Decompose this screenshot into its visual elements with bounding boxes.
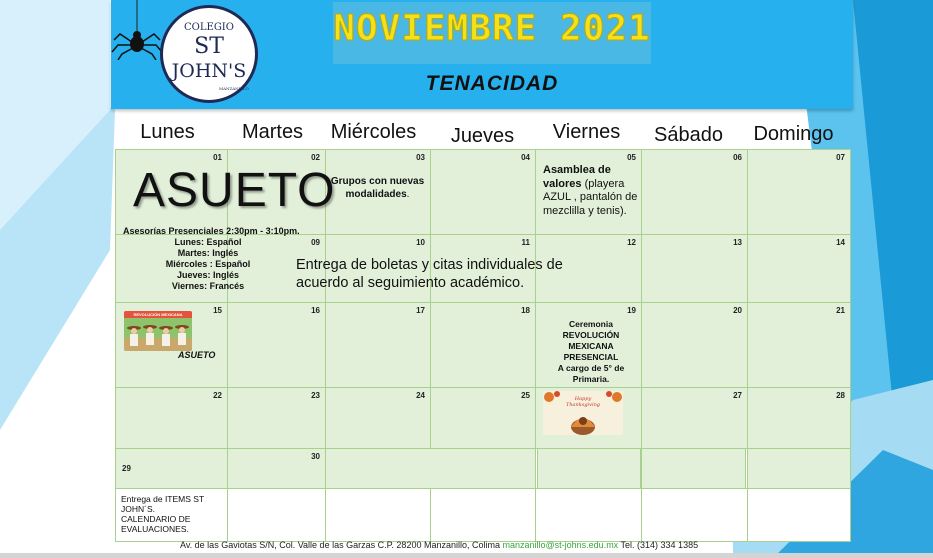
calendar-cell[interactable]: 10 xyxy=(325,234,431,303)
calendar-cell[interactable]: 28 xyxy=(747,387,851,449)
schedule-line: Miércoles : Español xyxy=(165,259,251,269)
calendar-cell[interactable] xyxy=(747,448,851,489)
school-logo: COLEGIO ST JOHN'S MANZANILLO xyxy=(160,5,258,103)
calendar-cell[interactable]: 04 xyxy=(430,149,536,235)
calendar-cell[interactable] xyxy=(747,488,851,542)
revolucion-banner: REVOLUCIÓN MEXICANA xyxy=(124,311,192,318)
grupos-event: Grupos con nuevas modalidades. xyxy=(330,176,425,200)
thanksgiving-image xyxy=(543,391,623,435)
thanksgiving-text-2: Thanksgiving xyxy=(566,402,600,408)
monthly-value-title: TENACIDAD xyxy=(425,72,559,95)
schedule-line: Lunes: Español xyxy=(174,237,242,247)
calendar-cell[interactable] xyxy=(537,448,641,489)
calendar-cell[interactable]: 14 xyxy=(747,234,851,303)
calendar-cell[interactable] xyxy=(430,488,536,542)
calendar-cell[interactable] xyxy=(227,488,326,542)
calendar-cell[interactable]: 23 xyxy=(227,387,326,449)
calendar-cell[interactable]: 17 xyxy=(325,302,431,388)
calendar-cell[interactable]: 09 xyxy=(227,234,326,303)
calendar-cell[interactable]: 19 xyxy=(535,302,642,388)
calendar-cell[interactable]: 18 xyxy=(430,302,536,388)
spider-icon xyxy=(110,0,165,60)
revolutionaries-illustration xyxy=(124,318,192,351)
calendar-cell[interactable]: 29 xyxy=(115,448,228,489)
day-header-sunday: Domingo xyxy=(753,123,834,145)
calendar-cell[interactable]: 13 xyxy=(641,234,748,303)
thanksgiving-text-1: Happy xyxy=(574,396,592,402)
asueto-small-label: ASUETO xyxy=(178,350,216,360)
calendar-cell[interactable] xyxy=(325,488,431,542)
calendar-cell[interactable]: 20 xyxy=(641,302,748,388)
ceremonia-event: Ceremonia REVOLUCIÓN MEXICANA PRESENCIAL A cargo de 5° de Primaria. xyxy=(557,319,625,384)
calendar-cell[interactable]: 11 xyxy=(430,234,536,303)
schedule-line: Martes: Inglés xyxy=(177,248,239,258)
calendar-cell[interactable]: 12 xyxy=(535,234,642,303)
day-header-saturday: Sábado xyxy=(654,124,723,146)
asamblea-event: Asamblea de valores (playera AZUL , pantalón de mezclilla y tenis). xyxy=(543,164,638,217)
footer-email-link[interactable]: manzanillo@st-johns.edu.mx xyxy=(502,540,619,550)
day-header-wednesday: Miércoles xyxy=(330,121,417,143)
calendar-cell[interactable]: 22 xyxy=(115,387,228,449)
calendar-cell[interactable] xyxy=(325,448,536,489)
asueto-label: ASUETO xyxy=(133,164,336,217)
calendar-cell[interactable]: 01 xyxy=(115,149,228,235)
day-header-friday: Viernes xyxy=(552,121,621,143)
revolucion-image xyxy=(124,311,192,351)
calendar-cell[interactable]: 21 xyxy=(747,302,851,388)
calendar-cell[interactable]: 03 xyxy=(325,149,431,235)
calendar-cell[interactable] xyxy=(535,488,642,542)
asesorias-label: Asesorías Presenciales 2:30pm - 3:10pm. xyxy=(123,226,300,236)
day-header-tuesday: Martes xyxy=(241,121,304,143)
footer-address: Av. de las Gaviotas S/N, Col. Valle de las Garzas C.P. 28200 Manzanillo, Colima manzanillo@st-johns.edu.mx Tel. (314) 334 1385 xyxy=(180,540,699,550)
calendar-cell[interactable]: 27 xyxy=(641,387,748,449)
calendar-cell[interactable]: 02 xyxy=(227,149,326,235)
calendar-cell[interactable]: 30 xyxy=(227,448,326,489)
calendar-cell[interactable]: 16 xyxy=(227,302,326,388)
calendar-cell[interactable] xyxy=(641,488,748,542)
schedule-line: Viernes: Francés xyxy=(171,281,245,291)
day-header-monday: Lunes xyxy=(140,121,195,143)
day-header-thursday: Jueves xyxy=(450,125,515,147)
calendar-cell[interactable]: 15 xyxy=(115,302,228,388)
calendar-cell[interactable] xyxy=(641,448,746,489)
entrega-items-event: Entrega de ITEMS ST JOHN´S. CALENDARIO DE EVALUACIONES. xyxy=(121,494,205,534)
calendar-cell[interactable]: 24 xyxy=(325,387,431,449)
entrega-boletas-event: Entrega de boletas y citas individuales de acuerdo al seguimiento académico. xyxy=(296,257,563,291)
calendar-cell[interactable]: 06 xyxy=(641,149,748,235)
calendar-cell[interactable]: 25 xyxy=(430,387,536,449)
asesorias-schedule xyxy=(118,237,298,292)
calendar-cell[interactable]: 07 xyxy=(747,149,851,235)
schedule-line: Jueves: Inglés xyxy=(176,270,240,280)
calendar-cell[interactable]: 05 xyxy=(535,149,642,235)
month-title: NOVIEMBRE 2021 xyxy=(333,8,651,49)
bottom-scrollbar xyxy=(0,553,933,558)
